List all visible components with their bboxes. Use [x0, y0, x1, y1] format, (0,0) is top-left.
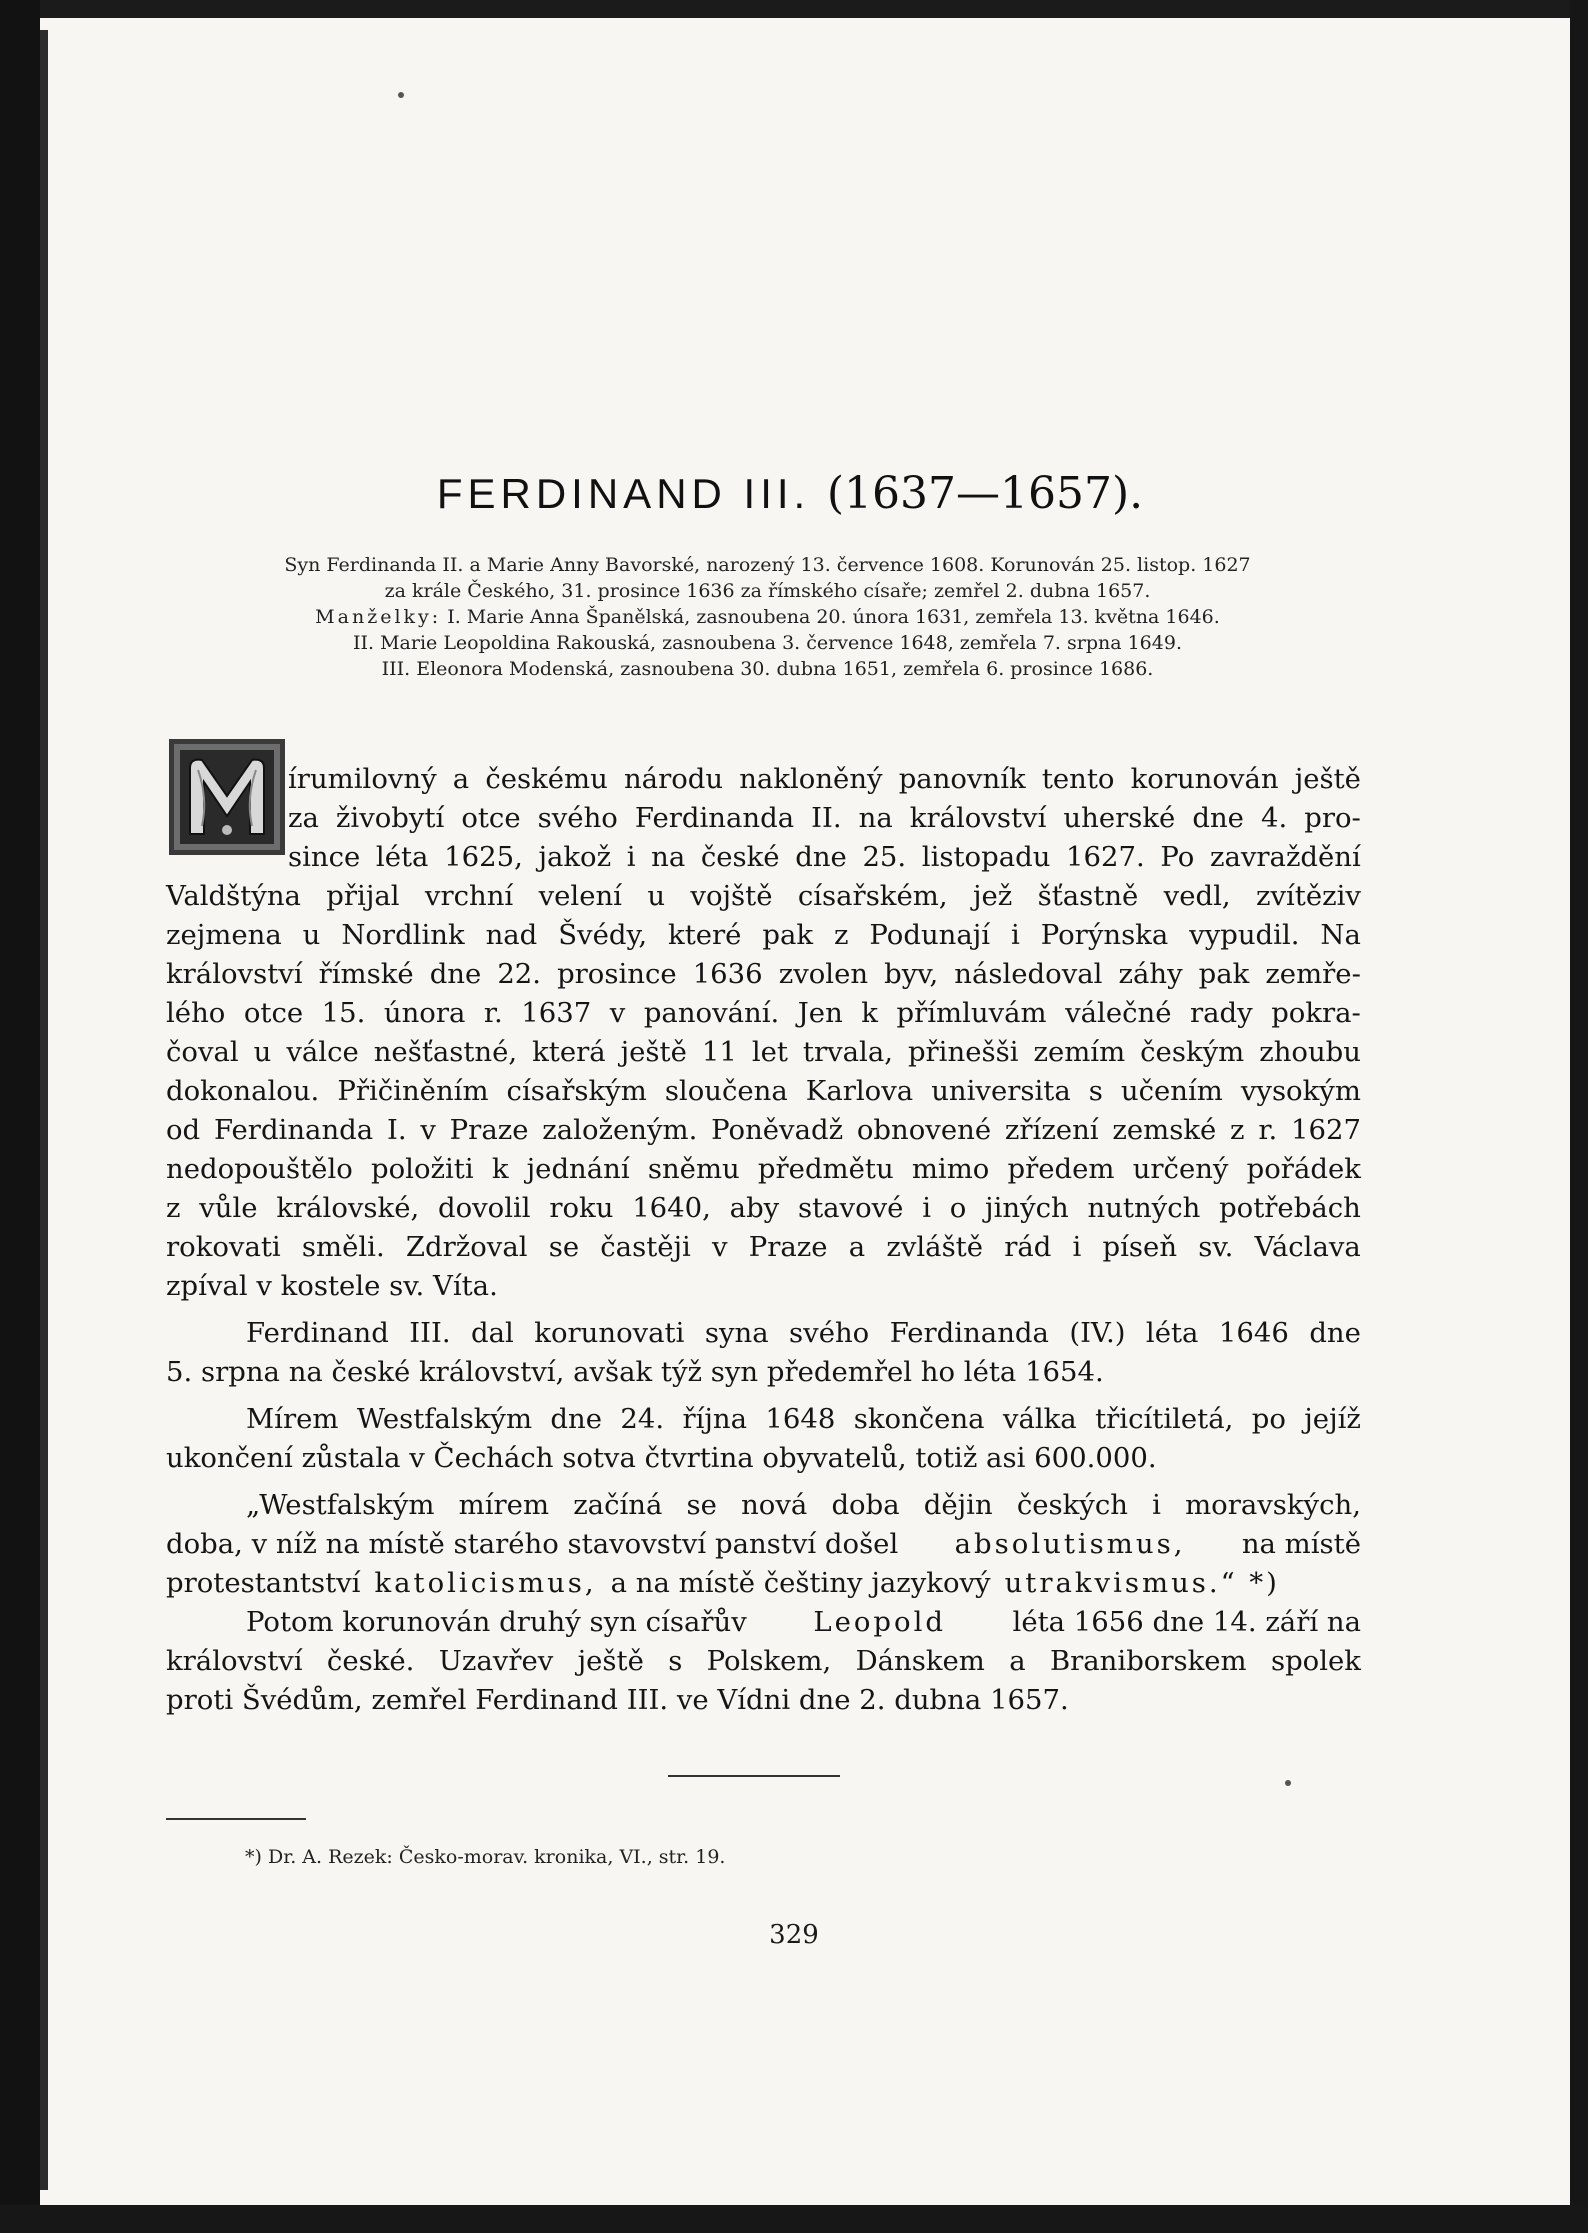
- text-line: ukončení zůstala v Čechách sotva čtvrtina obyvatelů, totiž asi 600.000.: [166, 1442, 1157, 1474]
- word: zřízení: [1004, 1114, 1099, 1146]
- word: dne: [1192, 802, 1244, 834]
- word: 15.: [321, 997, 366, 1029]
- word: vedl,: [1163, 880, 1231, 912]
- word: rád: [1004, 1231, 1052, 1263]
- word: 1640,: [632, 1192, 711, 1224]
- word: korunován: [1130, 763, 1279, 795]
- word: listopadu: [921, 841, 1051, 873]
- text-span: a na místě češtiny jazykový: [610, 1567, 991, 1599]
- word: dějin: [923, 1489, 993, 1521]
- text-line: [166, 1642, 1361, 1681]
- word: lého: [166, 997, 226, 1029]
- word: i: [1152, 1489, 1161, 1521]
- text-span: protestantství: [166, 1567, 361, 1599]
- word: přímluvám: [896, 997, 1047, 1029]
- word: směli.: [301, 1231, 385, 1263]
- text-line: [166, 955, 1361, 994]
- word: k: [861, 997, 878, 1029]
- spouse-3: III. Eleonora Modenská, zasnoubena 30. dubna 1651, zemřela 6. prosince 1686.: [381, 658, 1154, 680]
- word: Valdštýna: [166, 880, 301, 912]
- text-line: [166, 877, 1361, 916]
- word: za: [288, 802, 319, 834]
- word: moravských,: [1185, 1489, 1361, 1521]
- word: založeným.: [542, 1114, 698, 1146]
- word: jednání: [526, 1153, 630, 1185]
- word: dne: [550, 1403, 602, 1435]
- word: uherské: [1063, 802, 1176, 834]
- word: vysokým: [1240, 1075, 1361, 1107]
- word: Dánskem: [855, 1645, 985, 1677]
- text-line: [166, 1033, 1361, 1072]
- word: 1636: [692, 958, 763, 990]
- word: i: [922, 1192, 931, 1224]
- word: velení: [538, 880, 622, 912]
- word: zejmena: [166, 919, 282, 951]
- word: léta: [1145, 1317, 1199, 1349]
- word: římské: [318, 958, 414, 990]
- word: pořádek: [1246, 1153, 1361, 1185]
- emphasized-term: utrakvismus.“ *): [1004, 1567, 1280, 1599]
- word: Ferdinanda: [213, 1114, 374, 1146]
- word: Jen: [797, 997, 843, 1029]
- scan-edge-left-inner: [40, 30, 48, 2190]
- word: II.: [811, 802, 842, 834]
- word: nakloněný: [739, 763, 883, 795]
- word: nutných: [1087, 1192, 1201, 1224]
- word: které: [668, 919, 742, 951]
- word: se: [686, 1489, 717, 1521]
- word: přinešši: [907, 1036, 1019, 1068]
- word: „Westfalským: [246, 1489, 435, 1521]
- word: válečné: [1065, 997, 1172, 1029]
- word: přijal: [326, 880, 400, 912]
- word: Zdržoval: [405, 1231, 528, 1263]
- word: národu: [623, 763, 724, 795]
- word: jakož: [538, 841, 612, 873]
- word: císařském,: [797, 880, 948, 912]
- body-text: [166, 760, 1361, 1720]
- text-line: [166, 1486, 1361, 1525]
- word: rady: [1190, 997, 1253, 1029]
- scan-edge-left: [0, 0, 40, 2233]
- word: rokovati: [166, 1231, 281, 1263]
- text-line: [166, 916, 1361, 955]
- word: která: [532, 1036, 606, 1068]
- summary-line: za krále Českého, 31. prosince 1636 za římského císaře; zemřel 2. dubna 1657.: [384, 580, 1151, 602]
- word: Ferdinanda: [889, 1317, 1049, 1349]
- word: otce: [243, 997, 304, 1029]
- word: předmětu: [757, 1153, 894, 1185]
- word: válce: [286, 1036, 359, 1068]
- word: pokra-: [1271, 997, 1361, 1029]
- word: léta: [375, 841, 429, 873]
- word: Polskem,: [706, 1645, 832, 1677]
- word: stavové: [797, 1192, 904, 1224]
- word: u: [253, 1036, 272, 1068]
- word: určený: [1132, 1153, 1229, 1185]
- word: let: [751, 1036, 788, 1068]
- word: k: [491, 1153, 509, 1185]
- word: zhoubu: [1259, 1036, 1361, 1068]
- word: ještě: [1294, 763, 1361, 795]
- word: píseň: [1102, 1231, 1178, 1263]
- word: zvolen: [778, 958, 869, 990]
- word: tento: [1041, 763, 1115, 795]
- word: října: [682, 1403, 748, 1435]
- word: dne: [429, 958, 482, 990]
- word: (IV.): [1069, 1317, 1126, 1349]
- page-title: [190, 468, 1390, 519]
- section-divider: [668, 1775, 840, 1777]
- word: dal: [471, 1317, 514, 1349]
- word: království: [909, 802, 1047, 834]
- emphasized-term: absolutismus,: [954, 1528, 1186, 1560]
- title-name: FERDINAND III.: [436, 470, 811, 517]
- emphasized-term: Leopold: [813, 1606, 946, 1638]
- word: i: [626, 841, 636, 873]
- title-years: (1637—1657).: [826, 468, 1144, 519]
- word: Uzavřev: [438, 1645, 554, 1677]
- word: doba: [831, 1489, 900, 1521]
- word: jejíž: [1304, 1403, 1361, 1435]
- word: zemské: [1112, 1114, 1217, 1146]
- word: čoval: [166, 1036, 239, 1068]
- word: dokonalou.: [166, 1075, 320, 1107]
- text-span: Potom korunován druhý syn císařův: [246, 1606, 747, 1638]
- scan-speck: [1285, 1780, 1291, 1786]
- footnote-text: Česko-morav. kronika, VI., str. 19.: [398, 1846, 726, 1868]
- word: následoval: [954, 958, 1103, 990]
- word: korunovati: [534, 1317, 685, 1349]
- word: Po: [1160, 841, 1195, 873]
- text-line: [166, 838, 1361, 877]
- text-line: [166, 760, 1361, 799]
- text-line: [166, 994, 1361, 1033]
- word: obnovené: [856, 1114, 992, 1146]
- word: Braniborskem: [1049, 1645, 1247, 1677]
- summary-line: Syn Ferdinanda II. a Marie Anny Bavorské, narozený 13. července 1608. Korunován 25. listop. 1627: [284, 554, 1251, 576]
- word: 24.: [620, 1403, 665, 1435]
- word: dne: [795, 841, 847, 873]
- word: nešťastné,: [373, 1036, 518, 1068]
- word: a: [848, 1231, 866, 1263]
- word: zvítěziv: [1255, 880, 1361, 912]
- word: i: [1011, 919, 1020, 951]
- biographical-summary: [160, 552, 1375, 682]
- word: u: [302, 919, 321, 951]
- spouse-line: [160, 604, 1375, 630]
- word: pro-: [1304, 802, 1361, 834]
- word: jiných: [985, 1192, 1069, 1224]
- word: v: [420, 1114, 436, 1146]
- word: mimo: [911, 1153, 990, 1185]
- word: Podunají: [869, 919, 991, 951]
- word: byv,: [884, 958, 939, 990]
- word: r.: [483, 997, 503, 1029]
- word: častěji: [600, 1231, 691, 1263]
- word: zavraždění: [1209, 841, 1361, 873]
- word: vrchní: [424, 880, 514, 912]
- word: Mírem: [246, 1403, 339, 1435]
- word: českých: [1016, 1489, 1128, 1521]
- word: roku: [549, 1192, 614, 1224]
- word: syna: [704, 1317, 769, 1349]
- page-number: 329: [769, 1920, 819, 1950]
- word: Švédy,: [558, 919, 648, 951]
- word: prosince: [557, 958, 677, 990]
- word: s: [668, 1645, 683, 1677]
- text-span: léta 1656 dne 14. září na: [1012, 1606, 1361, 1638]
- word: Westfalským: [356, 1403, 533, 1435]
- word: válka: [1002, 1403, 1077, 1435]
- footnote-author: Dr. A. Rezek:: [267, 1846, 393, 1868]
- word: Na: [1320, 919, 1361, 951]
- spouses-label: Manželky:: [315, 606, 442, 628]
- word: na: [651, 841, 686, 873]
- footnote-marker: *): [245, 1846, 262, 1868]
- emphasized-term: katolicismus,: [374, 1567, 597, 1599]
- word: jež: [972, 880, 1013, 912]
- word: 11: [701, 1036, 737, 1068]
- word: potřebách: [1219, 1192, 1361, 1224]
- text-span: doba, v níž na místě starého stavovství panství došel: [166, 1528, 899, 1560]
- word: české.: [326, 1645, 415, 1677]
- word: 22.: [497, 958, 542, 990]
- text-line: [166, 799, 1361, 838]
- word: svého: [537, 802, 618, 834]
- word: sloučena: [664, 1075, 788, 1107]
- text-line: [166, 1603, 1361, 1642]
- text-line: [166, 1189, 1361, 1228]
- word: českým: [1140, 1036, 1245, 1068]
- word: 1648: [765, 1403, 836, 1435]
- word: z: [833, 919, 849, 951]
- word: panování.: [643, 997, 780, 1029]
- word: Václava: [1254, 1231, 1361, 1263]
- word: pak: [1198, 958, 1250, 990]
- word: února: [383, 997, 466, 1029]
- word: třicítiletá,: [1095, 1403, 1234, 1435]
- word: vůle: [199, 1192, 258, 1224]
- word: v: [609, 997, 626, 1029]
- word: 25.: [862, 841, 907, 873]
- word: a: [1009, 1645, 1026, 1677]
- word: 1646: [1218, 1317, 1289, 1349]
- spouse-2: II. Marie Leopoldina Rakouská, zasnoubena 3. července 1648, zemřela 7. srpna 1649.: [353, 632, 1182, 654]
- word: 4.: [1260, 802, 1288, 834]
- word: v: [712, 1231, 728, 1263]
- word: since: [288, 841, 361, 873]
- footnote-rule: [166, 1818, 306, 1820]
- text-line: [166, 1400, 1361, 1439]
- scan-edge-bottom: [0, 2205, 1588, 2233]
- word: začíná: [573, 1489, 663, 1521]
- word: Nordlink: [341, 919, 465, 951]
- word: mírem: [458, 1489, 550, 1521]
- word: na: [858, 802, 893, 834]
- word: r.: [1258, 1114, 1278, 1146]
- word: z: [166, 1192, 181, 1224]
- word: o: [949, 1192, 967, 1224]
- word: i: [1072, 1231, 1082, 1263]
- word: spolek: [1270, 1645, 1361, 1677]
- word: od: [166, 1114, 201, 1146]
- word: 1627: [1290, 1114, 1361, 1146]
- word: se: [548, 1231, 580, 1263]
- word: ještě: [620, 1036, 687, 1068]
- word: českému: [485, 763, 608, 795]
- word: Porýnska: [1040, 919, 1169, 951]
- text-line: [166, 1228, 1361, 1267]
- word: s: [1088, 1075, 1103, 1107]
- word: šťastně: [1037, 880, 1139, 912]
- text-line: 5. srpna na české království, avšak týž syn předemřel ho léta 1654.: [166, 1356, 1104, 1388]
- word: vypudil.: [1189, 919, 1300, 951]
- word: Ferdinanda: [634, 802, 795, 834]
- word: skončena: [853, 1403, 985, 1435]
- word: učením: [1120, 1075, 1223, 1107]
- word: Praze: [748, 1231, 828, 1263]
- word: sněmu: [647, 1153, 740, 1185]
- word: 1637: [521, 997, 592, 1029]
- text-line: [166, 1314, 1361, 1353]
- word: III.: [409, 1317, 451, 1349]
- spouse-1: I. Marie Anna Španělská, zasnoubena 20. února 1631, zemřela 13. května 1646.: [447, 606, 1220, 628]
- word: Ferdinand: [246, 1317, 389, 1349]
- text-line: proti Švédům, zemřel Ferdinand III. ve Vídni dne 2. dubna 1657.: [166, 1684, 1069, 1716]
- word: dovolil: [437, 1192, 531, 1224]
- word: dne: [1309, 1317, 1361, 1349]
- word: po: [1251, 1403, 1286, 1435]
- word: I.: [386, 1114, 407, 1146]
- text-line: [166, 1072, 1361, 1111]
- text-line: [166, 1150, 1361, 1189]
- word: živobytí: [335, 802, 445, 834]
- word: Poněvadž: [711, 1114, 844, 1146]
- footnote: [245, 1846, 725, 1868]
- text-line: [166, 1564, 1361, 1603]
- word: 1625,: [444, 841, 523, 873]
- text-line: [166, 1111, 1361, 1150]
- word: království: [166, 1645, 303, 1677]
- word: zvláště: [886, 1231, 984, 1263]
- word: svého: [789, 1317, 870, 1349]
- word: položiti: [370, 1153, 474, 1185]
- word: panovník: [898, 763, 1026, 795]
- word: sv.: [1198, 1231, 1234, 1263]
- word: Praze: [449, 1114, 529, 1146]
- word: universita: [931, 1075, 1071, 1107]
- word: královské,: [276, 1192, 420, 1224]
- word: nedopouštělo: [166, 1153, 353, 1185]
- scan-edge-right: [1570, 0, 1588, 2233]
- scan-speck: [398, 92, 404, 98]
- word: nad: [485, 919, 538, 951]
- word: císařským: [506, 1075, 647, 1107]
- word: království: [166, 958, 303, 990]
- word: Karlova: [805, 1075, 914, 1107]
- word: z: [1230, 1114, 1245, 1146]
- word: trvala,: [802, 1036, 893, 1068]
- word: české: [700, 841, 780, 873]
- text-span: na místě: [1241, 1528, 1361, 1560]
- word: zemře-: [1265, 958, 1361, 990]
- word: otce: [461, 802, 521, 834]
- word: nová: [741, 1489, 808, 1521]
- text-line: zpíval v kostele sv. Víta.: [166, 1270, 498, 1302]
- word: vojště: [690, 880, 773, 912]
- word: Přičiněním: [337, 1075, 489, 1107]
- word: 1627.: [1066, 841, 1145, 873]
- word: záhy: [1118, 958, 1183, 990]
- word: ještě: [577, 1645, 644, 1677]
- word: předem: [1007, 1153, 1115, 1185]
- word: pak: [762, 919, 814, 951]
- scan-edge-top: [0, 0, 1588, 18]
- word: zemím: [1033, 1036, 1126, 1068]
- word: u: [647, 880, 666, 912]
- text-line: [166, 1525, 1361, 1564]
- word: írumilovný: [288, 763, 437, 795]
- word: aby: [729, 1192, 780, 1224]
- word: a: [452, 763, 470, 795]
